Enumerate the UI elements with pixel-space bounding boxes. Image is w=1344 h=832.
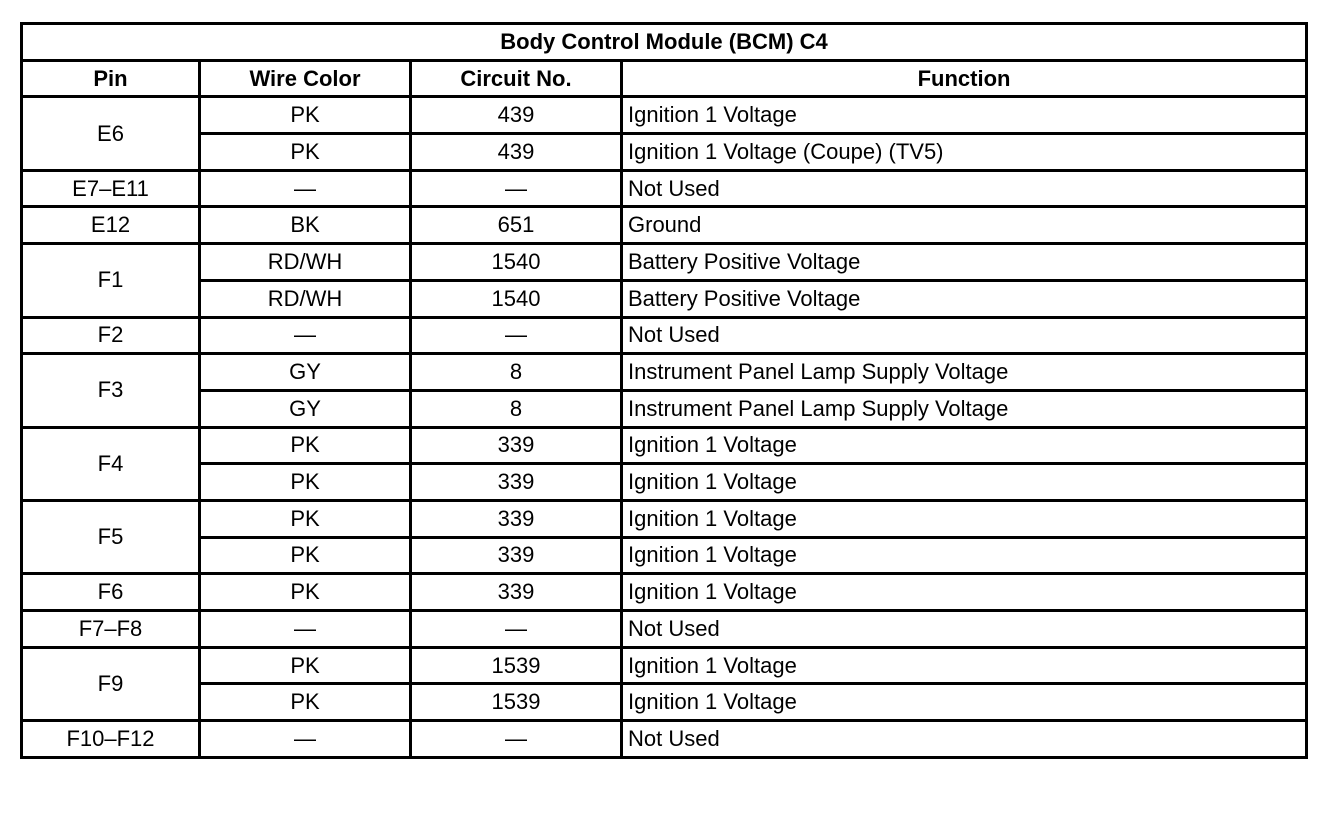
pin-cell: E7–E11 [22,170,200,207]
table-row [22,390,1307,427]
circuit-no-cell: — [411,170,622,207]
table-title: Body Control Module (BCM) C4 [22,24,1307,61]
wire-color-cell: PK [200,647,411,684]
table-row [22,684,1307,721]
wire-color-cell: PK [200,464,411,501]
function-cell: Battery Positive Voltage [622,280,1307,317]
wire-color-cell: GY [200,390,411,427]
circuit-no-cell: 1540 [411,280,622,317]
wire-color-cell: PK [200,500,411,537]
circuit-no-cell: 1539 [411,684,622,721]
function-cell: Ground [622,207,1307,244]
circuit-no-cell: 8 [411,354,622,391]
circuit-no-cell: 1539 [411,647,622,684]
table-row [22,611,1307,648]
table-row [22,354,1307,391]
circuit-no-cell: 1540 [411,244,622,281]
wire-color-cell: PK [200,684,411,721]
pin-cell: F1 [22,244,200,317]
table-title-row [22,24,1307,61]
table-row [22,134,1307,171]
pin-cell: F2 [22,317,200,354]
wire-color-cell: BK [200,207,411,244]
circuit-no-cell: 651 [411,207,622,244]
pin-cell: F3 [22,354,200,427]
bcm-connector-table [20,22,1308,759]
function-cell: Ignition 1 Voltage (Coupe) (TV5) [622,134,1307,171]
circuit-no-cell: 8 [411,390,622,427]
wire-color-cell: — [200,611,411,648]
circuit-no-cell: 439 [411,134,622,171]
pin-cell: F10–F12 [22,721,200,758]
circuit-no-cell: 339 [411,427,622,464]
function-cell: Ignition 1 Voltage [622,684,1307,721]
wire-color-cell: PK [200,537,411,574]
table-row [22,170,1307,207]
circuit-no-cell: 339 [411,574,622,611]
circuit-no-cell: — [411,611,622,648]
function-cell: Not Used [622,721,1307,758]
function-cell: Ignition 1 Voltage [622,97,1307,134]
column-header-row [22,60,1307,97]
table-row [22,317,1307,354]
table-row [22,721,1307,758]
wire-color-cell: — [200,721,411,758]
pin-cell: F9 [22,647,200,720]
wire-color-header: Wire Color [200,60,411,97]
wire-color-cell: PK [200,97,411,134]
wire-color-cell: RD/WH [200,280,411,317]
circuit-no-header: Circuit No. [411,60,622,97]
wire-color-cell: — [200,170,411,207]
function-cell: Not Used [622,611,1307,648]
function-header: Function [622,60,1307,97]
table-row [22,280,1307,317]
function-cell: Instrument Panel Lamp Supply Voltage [622,390,1307,427]
table-row [22,464,1307,501]
pin-cell: F4 [22,427,200,500]
wire-color-cell: — [200,317,411,354]
wire-color-cell: PK [200,427,411,464]
wire-color-cell: PK [200,134,411,171]
pin-cell: F5 [22,500,200,573]
table-row [22,427,1307,464]
wire-color-cell: PK [200,574,411,611]
circuit-no-cell: — [411,721,622,758]
table-body [22,97,1307,757]
circuit-no-cell: 339 [411,500,622,537]
table-row [22,500,1307,537]
pin-cell: E6 [22,97,200,170]
table-row [22,244,1307,281]
circuit-no-cell: 339 [411,464,622,501]
table-row [22,207,1307,244]
function-cell: Ignition 1 Voltage [622,500,1307,537]
circuit-no-cell: 439 [411,97,622,134]
wire-color-cell: RD/WH [200,244,411,281]
function-cell: Battery Positive Voltage [622,244,1307,281]
pin-header: Pin [22,60,200,97]
table-row [22,97,1307,134]
table-row [22,574,1307,611]
function-cell: Ignition 1 Voltage [622,574,1307,611]
function-cell: Ignition 1 Voltage [622,537,1307,574]
function-cell: Ignition 1 Voltage [622,427,1307,464]
function-cell: Not Used [622,317,1307,354]
table-row [22,537,1307,574]
circuit-no-cell: 339 [411,537,622,574]
function-cell: Ignition 1 Voltage [622,647,1307,684]
function-cell: Not Used [622,170,1307,207]
pin-cell: F7–F8 [22,611,200,648]
function-cell: Instrument Panel Lamp Supply Voltage [622,354,1307,391]
table-row [22,647,1307,684]
wire-color-cell: GY [200,354,411,391]
pin-cell: F6 [22,574,200,611]
pin-cell: E12 [22,207,200,244]
circuit-no-cell: — [411,317,622,354]
function-cell: Ignition 1 Voltage [622,464,1307,501]
